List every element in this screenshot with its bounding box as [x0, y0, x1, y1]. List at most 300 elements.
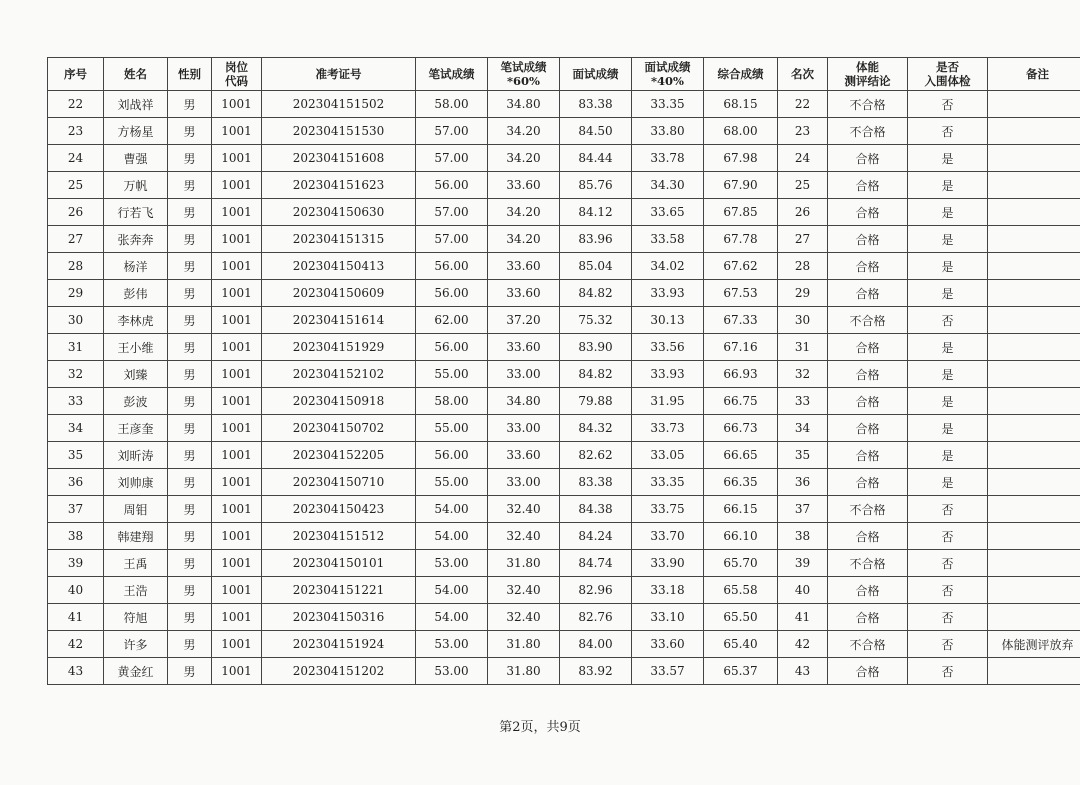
table-cell: 合格: [828, 469, 908, 496]
table-cell: 男: [168, 307, 212, 334]
table-cell: 黄金红: [104, 658, 168, 685]
table-cell: 202304151502: [262, 91, 416, 118]
table-cell: 行若飞: [104, 199, 168, 226]
table-cell: 37: [778, 496, 828, 523]
table-cell: 33.35: [632, 91, 704, 118]
table-cell: 男: [168, 577, 212, 604]
table-cell: 31: [778, 334, 828, 361]
table-cell: 男: [168, 658, 212, 685]
table-cell: 67.33: [704, 307, 778, 334]
table-cell: 不合格: [828, 550, 908, 577]
table-header-row: [48, 58, 1080, 91]
table-cell: 男: [168, 550, 212, 577]
table-cell: 54.00: [416, 577, 488, 604]
table-cell: 54.00: [416, 496, 488, 523]
table-cell: 202304150316: [262, 604, 416, 631]
table-cell: 是: [908, 199, 988, 226]
table-cell: 202304152205: [262, 442, 416, 469]
table-cell: 34.20: [488, 118, 560, 145]
table-cell: 男: [168, 442, 212, 469]
table-cell: [988, 550, 1080, 577]
table-cell: 王彦奎: [104, 415, 168, 442]
table-row: [48, 577, 1080, 604]
table-cell: 是: [908, 415, 988, 442]
table-cell: 38: [48, 523, 104, 550]
table-cell: 29: [48, 280, 104, 307]
table-cell: 男: [168, 91, 212, 118]
table-cell: [988, 415, 1080, 442]
column-header-text: 序号: [64, 67, 87, 81]
table-cell: 65.70: [704, 550, 778, 577]
table-cell: 84.44: [560, 145, 632, 172]
table-row: [48, 334, 1080, 361]
table-cell: 67.90: [704, 172, 778, 199]
column-header: [104, 58, 168, 91]
table-body: [48, 91, 1080, 685]
table-cell: 符旭: [104, 604, 168, 631]
table-cell: 30.13: [632, 307, 704, 334]
table-cell: 37: [48, 496, 104, 523]
table-cell: 否: [908, 550, 988, 577]
table-cell: 28: [48, 253, 104, 280]
table-cell: 1001: [212, 550, 262, 577]
table-cell: 33.65: [632, 199, 704, 226]
table-cell: 32.40: [488, 523, 560, 550]
table-cell: 27: [778, 226, 828, 253]
table-cell: [988, 523, 1080, 550]
table-cell: 27: [48, 226, 104, 253]
table-cell: 38: [778, 523, 828, 550]
table-cell: 33.75: [632, 496, 704, 523]
table-cell: 1001: [212, 604, 262, 631]
table-cell: 65.50: [704, 604, 778, 631]
table-cell: 57.00: [416, 226, 488, 253]
table-cell: 67.62: [704, 253, 778, 280]
column-header-text: 面试成绩: [572, 67, 619, 81]
table-cell: 202304151530: [262, 118, 416, 145]
table-cell: [988, 118, 1080, 145]
column-header: [632, 58, 704, 91]
table-cell: 1001: [212, 307, 262, 334]
table-cell: 不合格: [828, 631, 908, 658]
table-cell: 不合格: [828, 496, 908, 523]
table-cell: 彭波: [104, 388, 168, 415]
table-cell: 56.00: [416, 442, 488, 469]
table-cell: 40: [778, 577, 828, 604]
table-cell: [988, 199, 1080, 226]
table-cell: 否: [908, 604, 988, 631]
table-cell: 67.16: [704, 334, 778, 361]
table-cell: 33.60: [632, 631, 704, 658]
column-header-text: 岗位: [225, 60, 248, 74]
column-header-text: 代码: [225, 74, 248, 88]
table-cell: 34.20: [488, 199, 560, 226]
table-cell: 57.00: [416, 145, 488, 172]
table-cell: 万帆: [104, 172, 168, 199]
table-row: [48, 631, 1080, 658]
table-cell: 66.10: [704, 523, 778, 550]
table-row: [48, 415, 1080, 442]
table-cell: 65.40: [704, 631, 778, 658]
table-cell: 1001: [212, 334, 262, 361]
table-cell: [988, 658, 1080, 685]
table-cell: 34: [778, 415, 828, 442]
table-cell: 84.00: [560, 631, 632, 658]
table-cell: 33.18: [632, 577, 704, 604]
table-cell: 男: [168, 496, 212, 523]
table-row: [48, 280, 1080, 307]
table-cell: 1001: [212, 658, 262, 685]
table-cell: 67.78: [704, 226, 778, 253]
table-cell: 男: [168, 280, 212, 307]
table-cell: 66.65: [704, 442, 778, 469]
table-cell: 31.80: [488, 550, 560, 577]
table-cell: 32.40: [488, 496, 560, 523]
table-cell: 王小维: [104, 334, 168, 361]
table-cell: 33.60: [488, 334, 560, 361]
table-cell: 56.00: [416, 334, 488, 361]
table-cell: [988, 388, 1080, 415]
column-header: [828, 58, 908, 91]
column-header-text: 测评结论: [844, 74, 891, 88]
table-cell: 66.75: [704, 388, 778, 415]
table-cell: 1001: [212, 118, 262, 145]
table-cell: 34.20: [488, 145, 560, 172]
table-cell: 57.00: [416, 118, 488, 145]
table-cell: 34.80: [488, 388, 560, 415]
table-cell: 男: [168, 226, 212, 253]
table-cell: 体能测评放弃: [988, 631, 1080, 658]
table-cell: 男: [168, 469, 212, 496]
table-row: [48, 118, 1080, 145]
table-cell: 83.92: [560, 658, 632, 685]
table-cell: 202304151924: [262, 631, 416, 658]
column-header-text: 笔试成绩: [500, 60, 547, 74]
table-cell: 33.90: [632, 550, 704, 577]
table-cell: 32: [48, 361, 104, 388]
table-cell: 男: [168, 145, 212, 172]
table-cell: 25: [778, 172, 828, 199]
table-cell: 韩建翔: [104, 523, 168, 550]
column-header: [212, 58, 262, 91]
table-cell: 1001: [212, 469, 262, 496]
table-cell: 54.00: [416, 604, 488, 631]
table-row: [48, 91, 1080, 118]
table-cell: 1001: [212, 577, 262, 604]
table-cell: 39: [778, 550, 828, 577]
column-header-text: *40%: [651, 74, 684, 88]
table-cell: [988, 496, 1080, 523]
table-cell: 58.00: [416, 388, 488, 415]
table-cell: 202304150423: [262, 496, 416, 523]
table-cell: 合格: [828, 361, 908, 388]
table-cell: 合格: [828, 280, 908, 307]
table-cell: 55.00: [416, 469, 488, 496]
table-cell: [988, 145, 1080, 172]
table-cell: 男: [168, 253, 212, 280]
score-table: [47, 57, 1080, 685]
table-cell: 56.00: [416, 280, 488, 307]
table-cell: 合格: [828, 172, 908, 199]
table-cell: 合格: [828, 334, 908, 361]
table-cell: 82.96: [560, 577, 632, 604]
table-cell: 男: [168, 388, 212, 415]
table-cell: 85.76: [560, 172, 632, 199]
column-header: [488, 58, 560, 91]
table-cell: 84.38: [560, 496, 632, 523]
table-cell: 202304151315: [262, 226, 416, 253]
table-row: [48, 523, 1080, 550]
table-cell: 不合格: [828, 118, 908, 145]
table-cell: 34.02: [632, 253, 704, 280]
table-cell: 57.00: [416, 199, 488, 226]
table-cell: 否: [908, 91, 988, 118]
table-cell: 33: [778, 388, 828, 415]
table-cell: 否: [908, 631, 988, 658]
table-cell: 84.32: [560, 415, 632, 442]
table-cell: 62.00: [416, 307, 488, 334]
table-row: [48, 496, 1080, 523]
table-cell: 合格: [828, 145, 908, 172]
table-cell: 65.58: [704, 577, 778, 604]
table-cell: 23: [778, 118, 828, 145]
table-cell: 否: [908, 577, 988, 604]
table-cell: 202304150918: [262, 388, 416, 415]
table-cell: 67.53: [704, 280, 778, 307]
table-cell: 否: [908, 496, 988, 523]
table-cell: 56.00: [416, 172, 488, 199]
column-header-text: 笔试成绩: [428, 67, 475, 81]
table-cell: 合格: [828, 388, 908, 415]
table-cell: 36: [778, 469, 828, 496]
table-cell: 33.93: [632, 280, 704, 307]
table-cell: 66.93: [704, 361, 778, 388]
table-cell: 58.00: [416, 91, 488, 118]
table-cell: 1001: [212, 253, 262, 280]
table-cell: 202304150630: [262, 199, 416, 226]
table-cell: [988, 442, 1080, 469]
table-cell: 是: [908, 334, 988, 361]
table-cell: 28: [778, 253, 828, 280]
table-cell: 刘臻: [104, 361, 168, 388]
table-cell: 王禹: [104, 550, 168, 577]
table-cell: 1001: [212, 496, 262, 523]
column-header-text: 备注: [1026, 67, 1049, 81]
table-cell: 43: [778, 658, 828, 685]
table-cell: 41: [48, 604, 104, 631]
table-cell: 202304151608: [262, 145, 416, 172]
table-cell: 33.70: [632, 523, 704, 550]
table-cell: 是: [908, 469, 988, 496]
table-cell: 84.12: [560, 199, 632, 226]
table-cell: [988, 91, 1080, 118]
table-cell: 不合格: [828, 91, 908, 118]
table-row: [48, 253, 1080, 280]
column-header: [168, 58, 212, 91]
table-cell: [988, 172, 1080, 199]
table-cell: 张奔奔: [104, 226, 168, 253]
table-cell: 202304151221: [262, 577, 416, 604]
table-cell: 33.00: [488, 415, 560, 442]
table-cell: 是: [908, 361, 988, 388]
table-cell: [988, 604, 1080, 631]
table-cell: 35: [778, 442, 828, 469]
table-row: [48, 145, 1080, 172]
table-cell: 合格: [828, 442, 908, 469]
table-cell: 83.96: [560, 226, 632, 253]
table-cell: 56.00: [416, 253, 488, 280]
table-row: [48, 226, 1080, 253]
table-cell: 53.00: [416, 631, 488, 658]
table-cell: 杨洋: [104, 253, 168, 280]
table-cell: 83.38: [560, 469, 632, 496]
table-cell: 是: [908, 388, 988, 415]
table-cell: 合格: [828, 253, 908, 280]
table-cell: 31: [48, 334, 104, 361]
table-cell: 29: [778, 280, 828, 307]
table-cell: 33.60: [488, 253, 560, 280]
table-cell: 34.30: [632, 172, 704, 199]
column-header-text: *60%: [507, 74, 540, 88]
table-cell: 刘战祥: [104, 91, 168, 118]
table-cell: 32.40: [488, 604, 560, 631]
table-cell: 是: [908, 253, 988, 280]
table-row: [48, 442, 1080, 469]
table-cell: 68.15: [704, 91, 778, 118]
table-cell: 67.98: [704, 145, 778, 172]
table-cell: 彭伟: [104, 280, 168, 307]
table-cell: 是: [908, 280, 988, 307]
table-cell: 1001: [212, 199, 262, 226]
table-cell: 202304150710: [262, 469, 416, 496]
table-cell: 男: [168, 199, 212, 226]
table-cell: 王浩: [104, 577, 168, 604]
table-cell: 李林虎: [104, 307, 168, 334]
table-cell: 32.40: [488, 577, 560, 604]
column-header-text: 名次: [791, 67, 814, 81]
table-cell: 30: [778, 307, 828, 334]
table-cell: 合格: [828, 658, 908, 685]
table-cell: 33.78: [632, 145, 704, 172]
table-cell: [988, 469, 1080, 496]
table-cell: 41: [778, 604, 828, 631]
table-cell: [988, 577, 1080, 604]
column-header: [560, 58, 632, 91]
column-header-text: 性别: [178, 67, 201, 81]
table-cell: 65.37: [704, 658, 778, 685]
table-cell: 33.60: [488, 442, 560, 469]
table-cell: 202304151614: [262, 307, 416, 334]
column-header-text: 入围体检: [924, 74, 971, 88]
table-cell: 42: [48, 631, 104, 658]
table-cell: 53.00: [416, 550, 488, 577]
table-cell: 1001: [212, 172, 262, 199]
table-cell: 刘昕涛: [104, 442, 168, 469]
table-cell: 40: [48, 577, 104, 604]
table-cell: 刘帅康: [104, 469, 168, 496]
table-cell: 30: [48, 307, 104, 334]
column-header: [416, 58, 488, 91]
column-header-text: 体能: [856, 60, 879, 74]
table-cell: 33.60: [488, 172, 560, 199]
table-cell: 33.35: [632, 469, 704, 496]
table-cell: 66.73: [704, 415, 778, 442]
table-cell: 33.93: [632, 361, 704, 388]
table-cell: [988, 334, 1080, 361]
table-cell: 202304150609: [262, 280, 416, 307]
table-cell: 是: [908, 226, 988, 253]
table-cell: 合格: [828, 415, 908, 442]
table-cell: 男: [168, 361, 212, 388]
column-header-text: 是否: [936, 60, 959, 74]
table-cell: 1001: [212, 145, 262, 172]
table-cell: 84.82: [560, 361, 632, 388]
table-cell: 202304151512: [262, 523, 416, 550]
column-header: [48, 58, 104, 91]
table-cell: 43: [48, 658, 104, 685]
table-cell: 53.00: [416, 658, 488, 685]
table-row: [48, 361, 1080, 388]
table-cell: 84.24: [560, 523, 632, 550]
table-cell: 36: [48, 469, 104, 496]
column-header-text: 综合成绩: [717, 67, 764, 81]
table-cell: 66.35: [704, 469, 778, 496]
table-cell: 男: [168, 415, 212, 442]
table-cell: 许多: [104, 631, 168, 658]
table-cell: 是: [908, 145, 988, 172]
column-header-text: 准考证号: [315, 67, 362, 81]
table-cell: 24: [48, 145, 104, 172]
table-cell: 26: [48, 199, 104, 226]
table-cell: 合格: [828, 523, 908, 550]
table-cell: 男: [168, 523, 212, 550]
table-cell: 33.00: [488, 361, 560, 388]
table-cell: 84.74: [560, 550, 632, 577]
table-cell: 合格: [828, 604, 908, 631]
table-cell: 曹强: [104, 145, 168, 172]
page-number: 第2页，共9页: [499, 720, 581, 735]
table-cell: 男: [168, 172, 212, 199]
table-row: [48, 469, 1080, 496]
table-row: [48, 307, 1080, 334]
table-cell: 1001: [212, 523, 262, 550]
table-cell: 33.00: [488, 469, 560, 496]
table-cell: 84.82: [560, 280, 632, 307]
table-cell: 否: [908, 523, 988, 550]
table-row: [48, 658, 1080, 685]
table-cell: 33.56: [632, 334, 704, 361]
table-cell: 33: [48, 388, 104, 415]
table-cell: 83.38: [560, 91, 632, 118]
table-cell: 合格: [828, 226, 908, 253]
table-cell: [988, 307, 1080, 334]
table-cell: 34.80: [488, 91, 560, 118]
table-cell: 202304151929: [262, 334, 416, 361]
table-cell: 82.62: [560, 442, 632, 469]
table-cell: 33.73: [632, 415, 704, 442]
table-cell: 85.04: [560, 253, 632, 280]
column-header-text: 姓名: [124, 67, 147, 81]
table-cell: [988, 226, 1080, 253]
table-cell: 24: [778, 145, 828, 172]
table-cell: 37.20: [488, 307, 560, 334]
table-cell: 34: [48, 415, 104, 442]
table-cell: 54.00: [416, 523, 488, 550]
table-cell: 1001: [212, 91, 262, 118]
table-cell: 男: [168, 334, 212, 361]
column-header: [778, 58, 828, 91]
table-cell: [988, 280, 1080, 307]
